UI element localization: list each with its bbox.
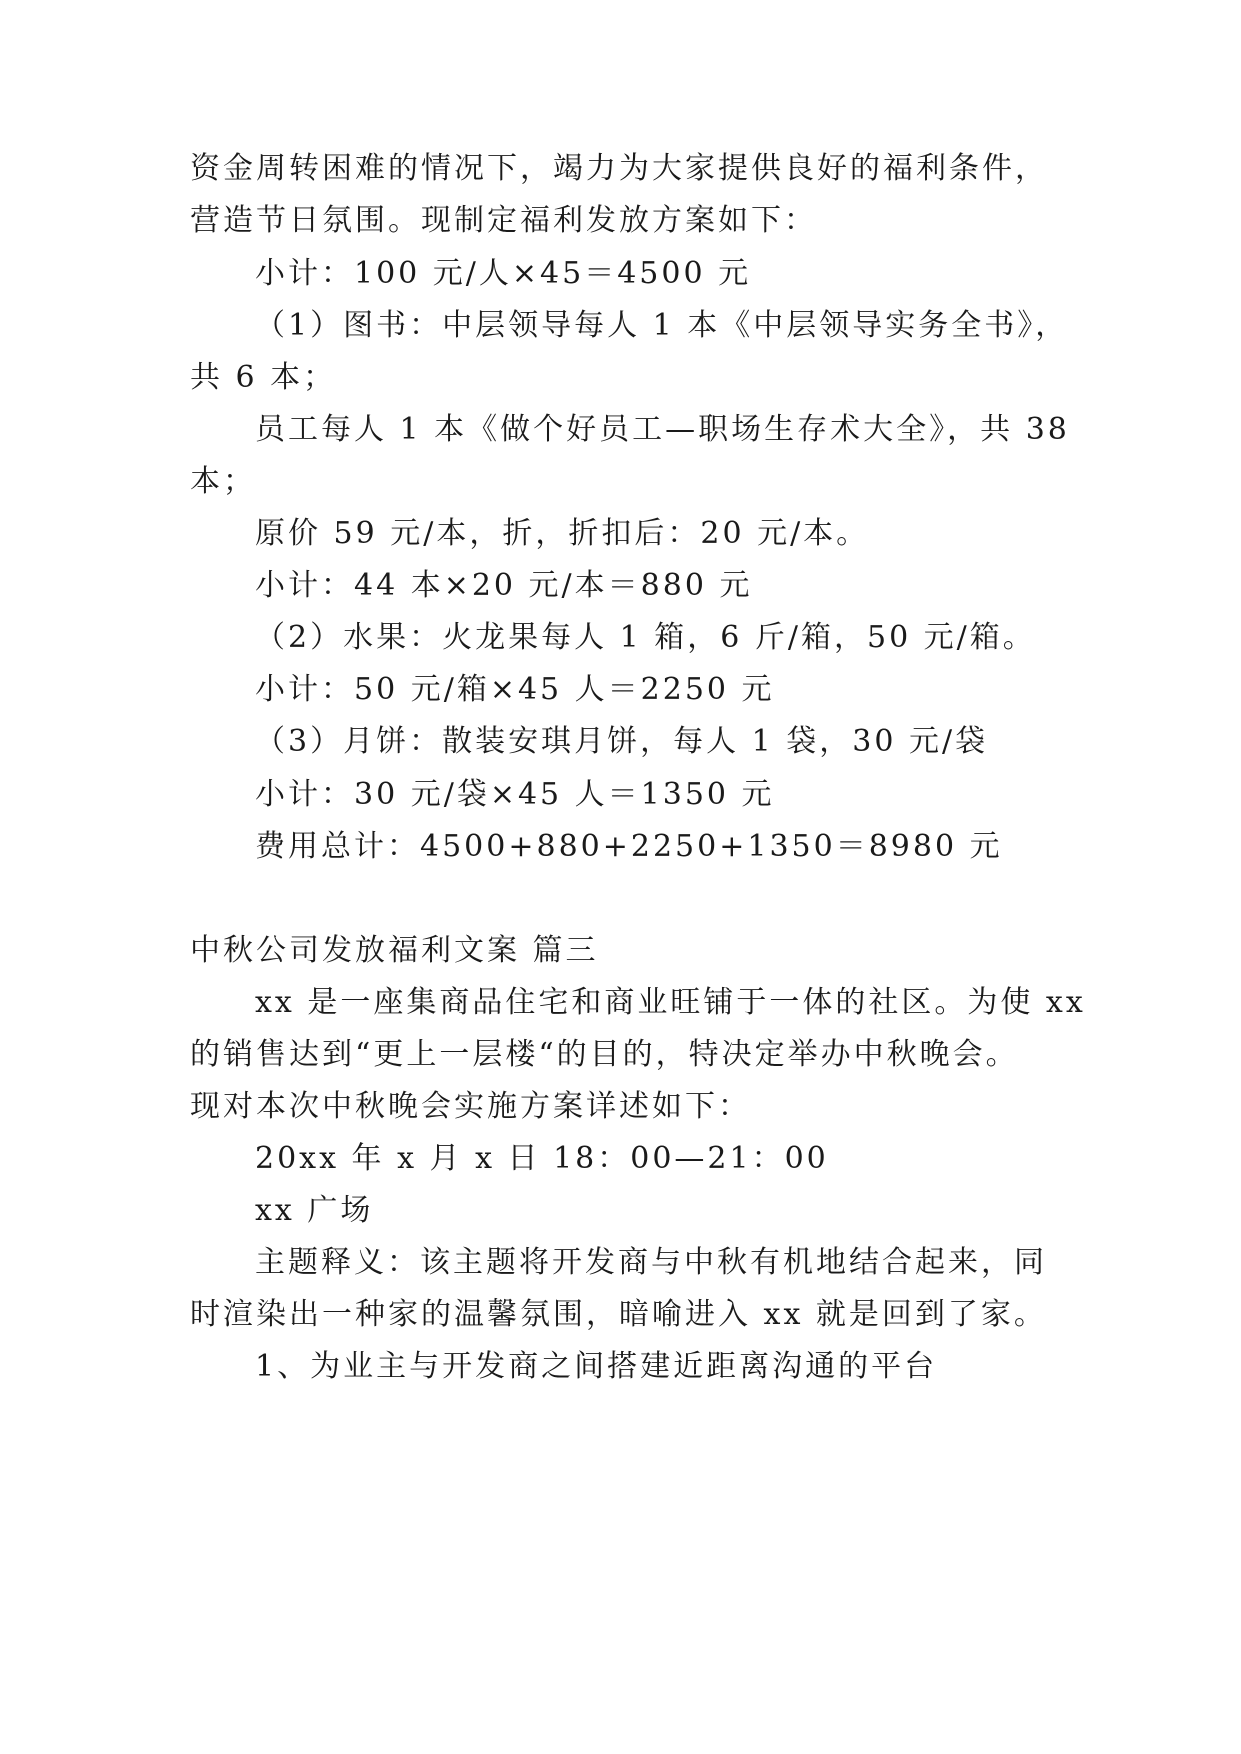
text-line: 资金周转困难的情况下，竭力为大家提供良好的福利条件， (190, 151, 1048, 186)
text-line: 主题释义：该主题将开发商与中秋有机地结合起来，同 (255, 1245, 1047, 1280)
text-line: 原价 59 元/本，折，折扣后：20 元/本。 (255, 516, 870, 551)
text-line: 营造节日氛围。现制定福利发放方案如下： (190, 203, 817, 238)
text-line: 费用总计：4500+880+2250+1350＝8980 元 (255, 829, 1003, 864)
text-line: 的销售达到“更上一层楼“的目的，特决定举办中秋晚会。 (190, 1037, 1019, 1072)
text-line: 时渲染出一种家的温馨氛围，暗喻进入 xx 就是回到了家。 (190, 1297, 1047, 1332)
text-line: （1）图书：中层领导每人 1 本《中层领导实务全书》， (255, 308, 1069, 343)
section-heading: 中秋公司发放福利文案 篇三 (190, 933, 599, 968)
text-line: 共 6 本； (190, 360, 337, 395)
text-line: xx 是一座集商品住宅和商业旺铺于一体的社区。为使 xx (255, 985, 1086, 1020)
text-line: （2）水果：火龙果每人 1 箱，6 斤/箱，50 元/箱。 (255, 620, 1036, 655)
text-line: 小计：30 元/袋×45 人＝1350 元 (255, 777, 775, 812)
text-line: 20xx 年 x 月 x 日 18：00—21：00 (255, 1141, 829, 1176)
text-line: 小计：44 本×20 元/本＝880 元 (255, 568, 753, 603)
text-line: 现对本次中秋晚会实施方案详述如下： (190, 1089, 751, 1124)
text-line: 员工每人 1 本《做个好员工—职场生存术大全》，共 38 (255, 412, 1070, 447)
text-line: 1、为业主与开发商之间搭建近距离沟通的平台 (255, 1349, 938, 1384)
text-line: （3）月饼：散装安琪月饼，每人 1 袋，30 元/袋 (255, 724, 989, 759)
text-line: 本； (190, 464, 256, 499)
text-line: 小计：50 元/箱×45 人＝2250 元 (255, 672, 775, 707)
text-line: 小计：100 元/人×45＝4500 元 (255, 256, 752, 291)
text-line: xx 广场 (255, 1193, 374, 1228)
